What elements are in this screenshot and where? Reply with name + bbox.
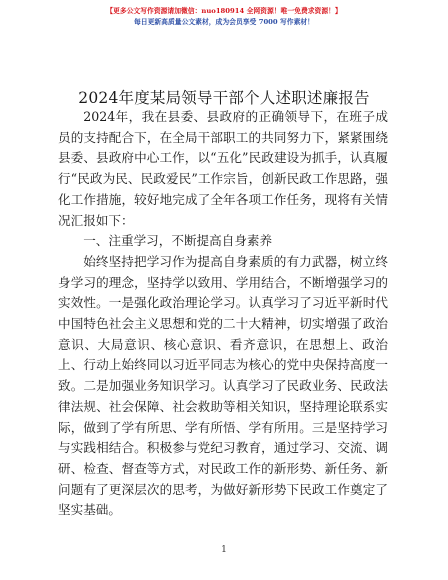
document-body bbox=[58, 107, 388, 521]
paragraph-study: 始终坚持把学习作为提高自身素质的有力武器，树立终身学习的理念，坚持学以致用、学用结合，不断增强学习的实效性。一是强化政治理论学习。认真学习了习近平新时代中国特色社会主义思想和党的二十大精神，切实增强了政治意识、大局意识、核心意识、看齐意识，在思想上、政治上、行动上始终同以习近平同志为核心的党中央保持高度一致。二是加强业务知识学习。认真学习了民政业务、民政法律法规、社会保障、社会救助等相关知识，坚持理论联系实际，做到了学有所思、学有所悟、学有所用。三是坚持学习与实践相结合。积极参与党纪习教育，通过学习、交流、调研、检查、督查等方式，对民政工作的新形势、新任务、新问题有了更深层次的思考，为做好新形势下民政工作奠定了坚实基础。 bbox=[58, 253, 388, 518]
document-title: 2024年度某局领导干部个人述职述廉报告 bbox=[78, 89, 370, 107]
paragraph-intro: 2024年，我在县委、县政府的正确领导下，在班子成员的支持配合下，在全局干部职工的共同努力下，紧紧围绕县委、县政府中心工作，以“五化”民政建设为抓手，认真履行“民政为民、民政爱民”工作宗旨，创新民政工作思路，强化工作措施，较好地完成了全年各项工作任务，现将有关情况汇报如下： bbox=[58, 109, 388, 228]
section-heading: 一、注重学习，不断提高自身素养 bbox=[83, 233, 273, 249]
page-number: 1 bbox=[221, 545, 227, 555]
banner-line-update: 每日更新高质量公文素材，成为会员享受 7000 写作素材！ bbox=[134, 18, 314, 26]
banner-line-promo: 【更多公文写作资源请加微信：nuo180914 全网资源！唯一免费求资源！】 bbox=[106, 7, 342, 15]
header-banner bbox=[0, 6, 448, 28]
